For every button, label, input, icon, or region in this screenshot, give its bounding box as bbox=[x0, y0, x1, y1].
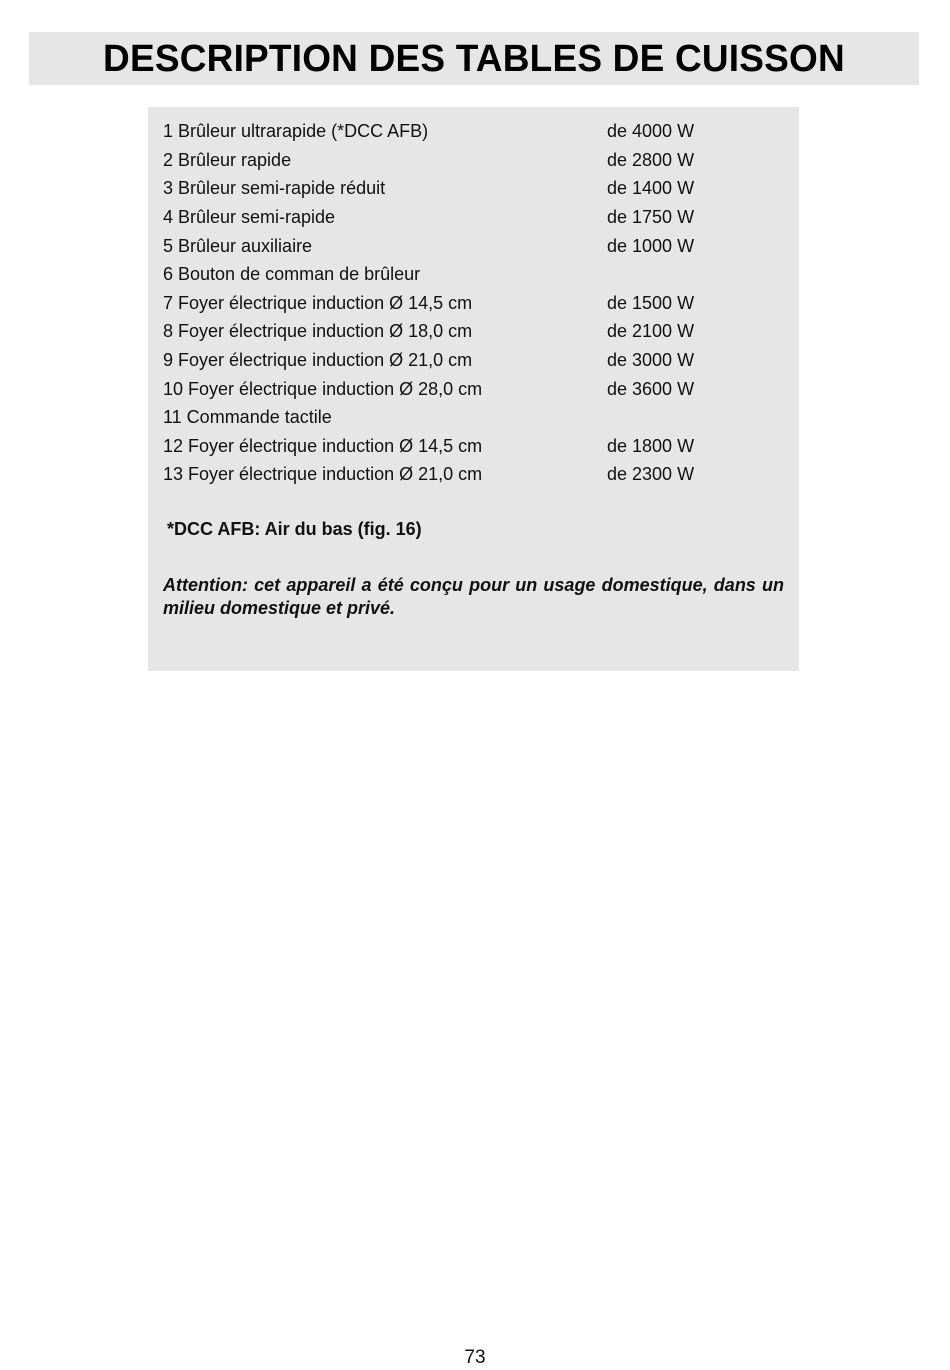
item-label: 13 Foyer électrique induction Ø 21,0 cm bbox=[163, 464, 483, 485]
list-item bbox=[163, 146, 783, 175]
list-item bbox=[163, 231, 783, 260]
item-power: de 3600 W bbox=[607, 378, 695, 399]
content-box bbox=[148, 107, 799, 671]
item-power: de 4000 W bbox=[607, 121, 695, 142]
item-label: 6 Bouton de comman de brûleur bbox=[163, 264, 421, 285]
item-label: 3 Brûleur semi-rapide réduit bbox=[163, 178, 386, 199]
item-power: de 1800 W bbox=[607, 435, 695, 456]
item-power: de 2800 W bbox=[607, 149, 695, 170]
item-label: 4 Brûleur semi-rapide bbox=[163, 207, 336, 228]
item-label: 9 Foyer électrique induction Ø 21,0 cm bbox=[163, 350, 473, 371]
item-power: de 1000 W bbox=[607, 235, 695, 256]
item-label: 8 Foyer électrique induction Ø 18,0 cm bbox=[163, 321, 473, 342]
item-label: 7 Foyer électrique induction Ø 14,5 cm bbox=[163, 292, 473, 313]
item-power: de 1750 W bbox=[607, 207, 695, 228]
list-item bbox=[163, 317, 783, 346]
item-label: 1 Brûleur ultrarapide (*DCC AFB) bbox=[163, 121, 429, 142]
list-item bbox=[163, 117, 783, 146]
list-item bbox=[163, 374, 783, 403]
page-number: 73 bbox=[464, 1347, 486, 1368]
item-label: 10 Foyer électrique induction Ø 28,0 cm bbox=[163, 378, 483, 399]
item-power: de 2300 W bbox=[607, 464, 695, 485]
list-item bbox=[163, 346, 783, 375]
list-item bbox=[163, 174, 783, 203]
attention-note: Attention: cet appareil a été conçu pour un usage domestique, dans un milieu domestique et privé. bbox=[163, 575, 784, 618]
list-item bbox=[163, 432, 783, 461]
item-power: de 2100 W bbox=[607, 321, 695, 342]
item-label: 11 Commande tactile bbox=[163, 407, 332, 428]
item-label: 2 Brûleur rapide bbox=[163, 149, 292, 170]
footnote: *DCC AFB: Air du bas (fig. 16) bbox=[167, 519, 422, 539]
item-label: 5 Brûleur auxiliaire bbox=[163, 235, 313, 256]
title-bar bbox=[29, 32, 919, 85]
list-item bbox=[163, 460, 783, 489]
page-title: DESCRIPTION DES TABLES DE CUISSON bbox=[103, 37, 845, 79]
spec-list bbox=[163, 117, 783, 489]
item-power: de 1500 W bbox=[607, 292, 695, 313]
item-label: 12 Foyer électrique induction Ø 14,5 cm bbox=[163, 435, 483, 456]
list-item bbox=[163, 203, 783, 232]
list-item bbox=[163, 260, 783, 289]
list-item bbox=[163, 403, 783, 432]
item-power: de 3000 W bbox=[607, 350, 695, 371]
list-item bbox=[163, 289, 783, 318]
item-power: de 1400 W bbox=[607, 178, 695, 199]
